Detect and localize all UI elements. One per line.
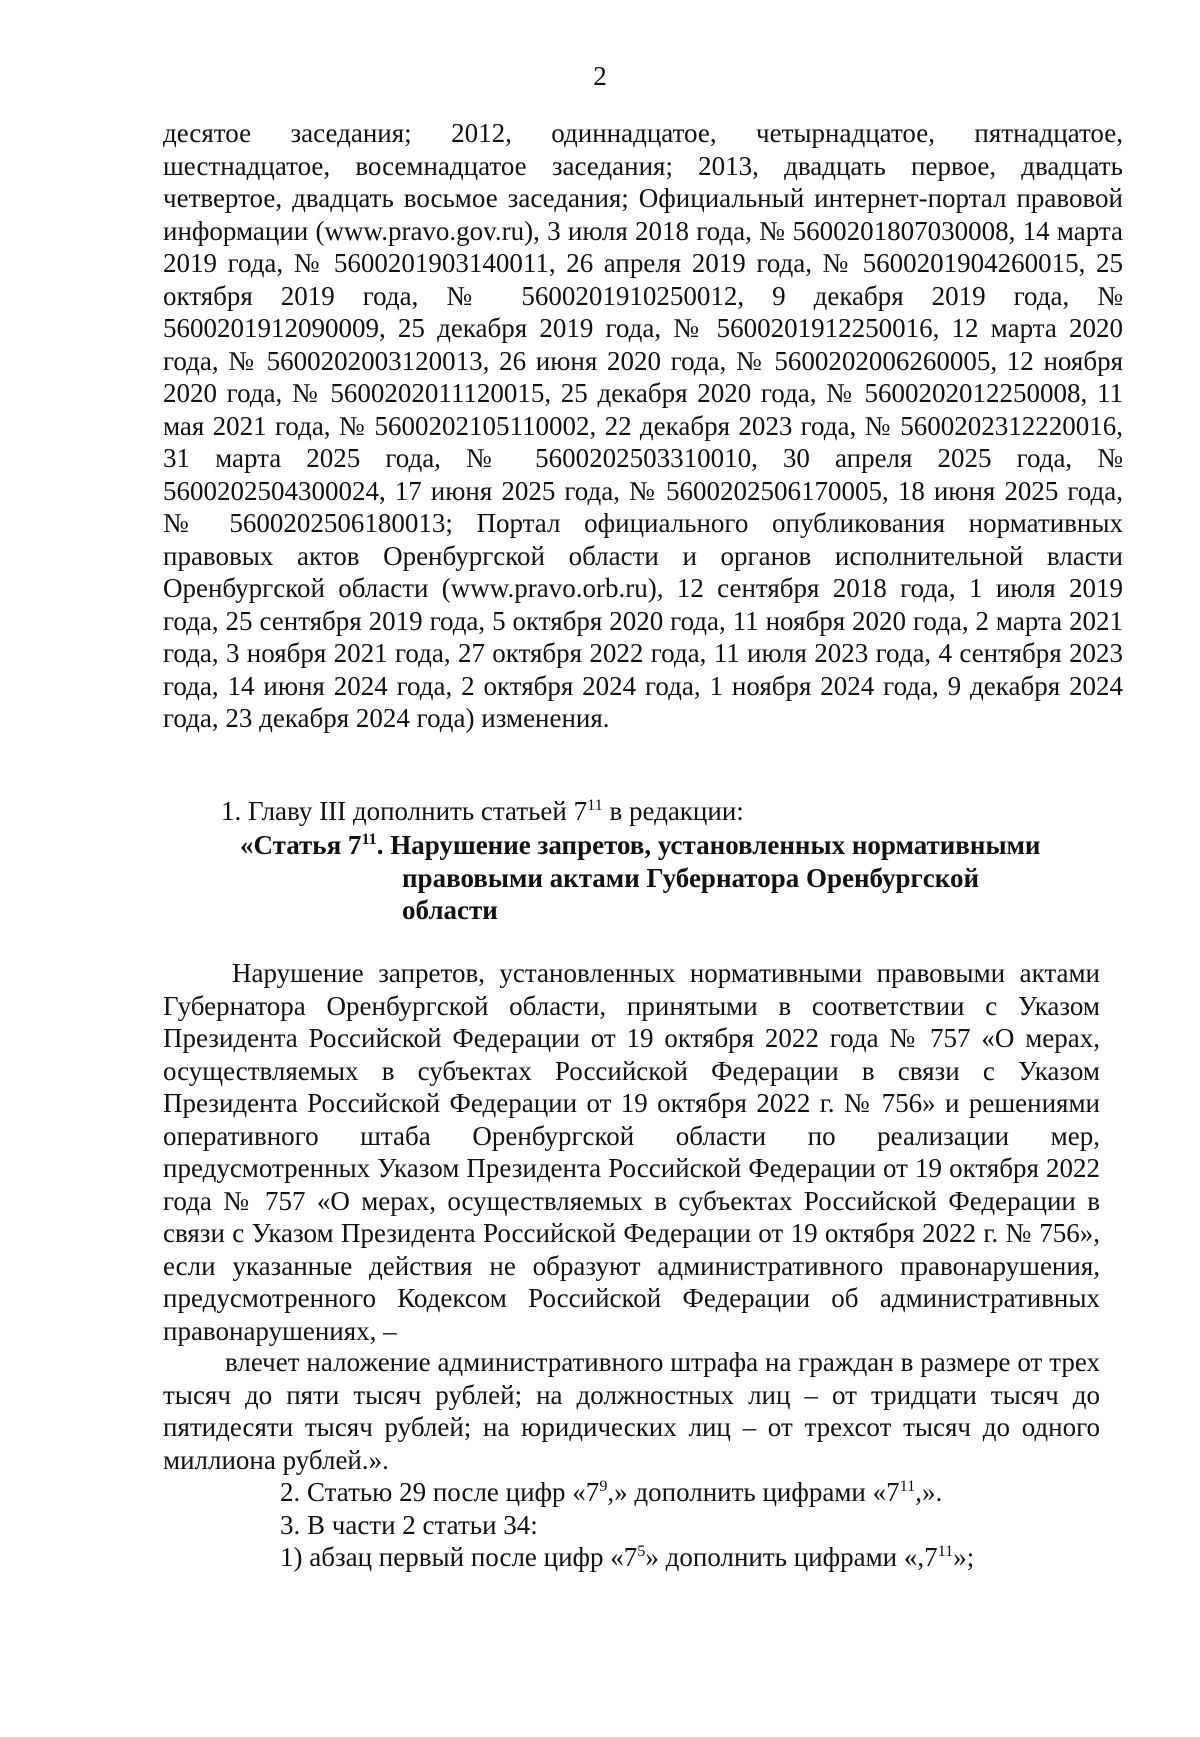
article-body: Нарушение запретов, установленных нормативными правовыми актами Губернатора Оренбургской области, принятыми в соответствии с Указом Президента Российской Федерации от 19 октября 2022 года № 757 «О мерах, осуществляемых в субъектах Российской Федерации в связи с Указом Президента Российской Федерации от 19 октября 2022 г. № 756» и решениями оперативного штаба Оренбургской области по реализации мер, предусмотренных Указом Президента Российской Федерации от 19 октября 2022 года № 757 «О мерах, осуществляемых в субъектах Российской Федерации в связи с Указом Президента Российской Федерации от 19 октября 2022 г. № 756», если указанные действия не образуют административного правонарушения, предусмотренного Кодексом Российской Федерации об административных правонарушениях, –	[163, 958, 1100, 1346]
item-2	[280, 1476, 974, 1509]
item-1-sup: 11	[587, 796, 603, 814]
intro-paragraph: десятое заседания; 2012, одиннадцатое, четырнадцатое, пятнадцатое, шестнадцатое, восемнадцатое заседания; 2013, двадцать первое, двадцать четвертое, двадцать восьмое заседания; Официальный интернет-портал правовой информации (www.pravo.gov.ru), 3 июля 2018 года, № 5600201807030008, 14 марта 2019 года, № 5600201903140011, 26 апреля 2019 года, № 5600201904260015, 25 октября 2019 года, № 5600201910250012, 9 декабря 2019 года, № 5600201912090009, 25 декабря 2019 года, № 5600201912250016, 12 марта 2020 года, № 5600202003120013, 26 июня 2020 года, № 5600202006260005, 12 ноября 2020 года, № 5600202011120015, 25 декабря 2020 года, № 5600202012250008, 11 мая 2021 года, № 5600202105110002, 22 декабря 2023 года, № 5600202312220016, 31 марта 2025 года, № 5600202503310010, 30 апреля 2025 года, № 5600202504300024, 17 июня 2025 года, № 5600202506170005, 18 июня 2025 года, № 5600202506180013; Портал официального опубликования нормативных правовых актов Оренбургской области и органов исполнительной власти Оренбургской области (www.pravo.orb.ru), 12 сентября 2018 года, 1 июля 2019 года, 25 сентября 2019 года, 5 октября 2020 года, 11 ноября 2020 года, 2 марта 2021 года, 3 ноября 2021 года, 27 октября 2022 года, 11 июля 2023 года, 4 сентября 2023 года, 14 июня 2024 года, 2 октября 2024 года, 1 ноября 2024 года, 9 декабря 2024 года, 23 декабря 2024 года) изменения.	[163, 118, 1123, 733]
item-2-part-2: ,» дополнить цифрами «7	[607, 1477, 900, 1507]
article-title-text-1: . Нарушение запретов, установленных нормативными	[376, 830, 1041, 860]
item-1-after: в редакции:	[602, 796, 744, 826]
item-3-1-part-3: »;	[953, 1542, 975, 1572]
item-3-1	[280, 1541, 974, 1574]
item-3-1-part-2: » дополнить цифрами «,7	[645, 1542, 938, 1572]
item-1	[221, 795, 744, 828]
item-2-part-1: 2. Статью 29 после цифр «7	[280, 1477, 600, 1507]
article-title-line-1	[240, 829, 1120, 862]
item-3: 3. В части 2 статьи 34:	[280, 1509, 538, 1540]
item-3-1-part-1: 1) абзац первый после цифр «7	[280, 1542, 638, 1572]
item-2-part-3: ,».	[915, 1477, 943, 1507]
article-title-line-3: области	[402, 895, 498, 925]
page-number: 2	[593, 61, 607, 91]
item-1-text: 1. Главу III дополнить статьей 7	[221, 796, 588, 826]
item-3-1-sup-1: 5	[637, 1542, 646, 1560]
article-prefix: «Статья 7	[240, 830, 362, 860]
article-sup: 11	[361, 830, 377, 848]
article-title	[240, 829, 1120, 927]
article-title-line-2: правовыми актами Губернатора Оренбургской	[402, 862, 980, 893]
penalty-paragraph: влечет наложение административного штрафа на граждан в размере от трех тысяч до пяти тысяч рублей; на должностных лиц – от тридцати тысяч до пятидесяти тысяч рублей; на юридических лиц – от трехсот тысяч до одного миллиона рублей.».	[163, 1347, 1100, 1475]
amendment-list	[280, 1476, 974, 1574]
item-2-sup-1: 9	[599, 1477, 608, 1495]
item-2-sup-2: 11	[899, 1477, 916, 1495]
item-3-1-sup-2: 11	[937, 1542, 954, 1560]
